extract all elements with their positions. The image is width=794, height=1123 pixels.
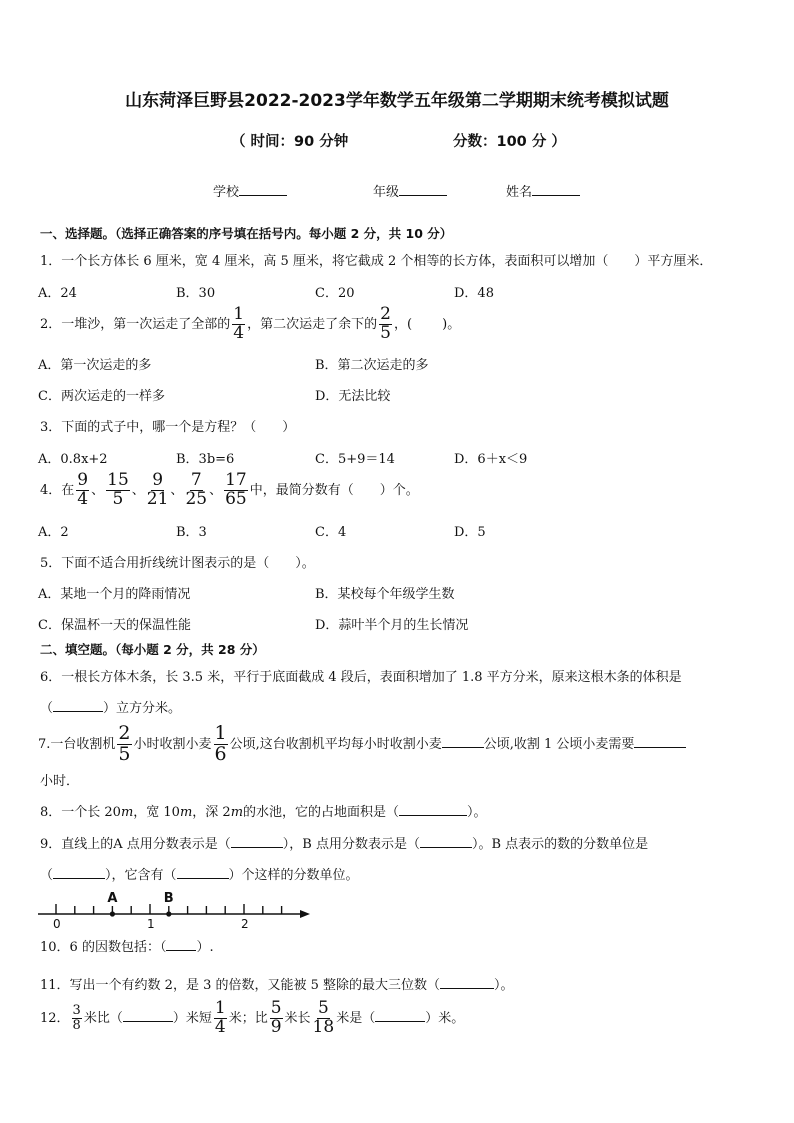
q7-line2: 小时． — [40, 774, 80, 789]
number-line-point-a — [110, 911, 115, 916]
q6-answer-blank[interactable] — [53, 700, 103, 712]
section-fill-heading: 二、填空题。（每小题 2 分，共 28 分） — [40, 642, 265, 657]
q4-option-b[interactable]: B．3 — [176, 525, 207, 540]
q12-fraction-4-num: 5 — [317, 998, 329, 1018]
q10-text-pre: 10．6 的因数包括：（ — [40, 940, 167, 955]
q9-answer-blank-unit[interactable] — [53, 867, 105, 879]
q7-text-mid3: 公顷,收割 1 公顷小麦需要 — [483, 736, 635, 752]
q1-option-a[interactable]: A．24 — [38, 286, 77, 301]
q3-text: 3．下面的式子中，哪一个是方程？（ ） — [40, 420, 296, 435]
q7-fraction-2-den: 6 — [214, 742, 227, 765]
number-line-group — [38, 891, 310, 930]
q4-fraction-5 — [224, 472, 248, 509]
q2-fraction-1-den: 4 — [233, 322, 245, 343]
q1-option-c[interactable]: C．20 — [315, 286, 355, 301]
q2-text-post: ，( )。 — [393, 316, 461, 332]
number-line-label-0: 0 — [53, 917, 61, 930]
q12-fraction-2-num: 1 — [214, 998, 226, 1018]
q4-fraction-5-den: 65 — [225, 488, 247, 509]
q4-fraction-1 — [76, 472, 89, 509]
q1-option-d[interactable]: D．48 — [454, 286, 494, 301]
q7-fraction-1-den: 5 — [118, 742, 131, 765]
q2-option-c[interactable]: C．两次运走的一样多 — [38, 389, 165, 404]
q12-text-b: ）米短 — [172, 1010, 212, 1026]
q9-text — [40, 833, 648, 852]
number-line-label-1: 1 — [147, 917, 155, 930]
q5-text: 5．下面不适合用折线统计图表示的是（ ）。 — [40, 556, 315, 571]
q5-option-b[interactable]: B．某校每个年级学生数 — [315, 587, 455, 602]
q2-option-b[interactable]: B．第二次运走的多 — [315, 358, 429, 373]
q2-text-pre: 2．一堆沙，第一次运走了全部的 — [40, 316, 231, 332]
q12-answer-blank-1[interactable] — [123, 1010, 173, 1022]
q3-option-b[interactable]: B．3b=6 — [176, 452, 235, 467]
q8-text-post1: 的水池，它的占地面积是（ — [243, 805, 400, 820]
q11-answer-blank[interactable] — [440, 977, 494, 989]
school-field — [213, 181, 287, 200]
q7-answer-blank-1[interactable] — [442, 736, 484, 748]
number-line-point-label-a: A — [107, 891, 118, 906]
q4-option-c[interactable]: C．4 — [315, 525, 347, 540]
q2-fraction-2 — [379, 306, 392, 343]
q11-text-post: ）。 — [494, 978, 514, 993]
page-title: 山东菏泽巨野县2022-2023学年数学五年级第二学期期末统考模拟试题 — [125, 91, 669, 111]
q4-sep: 、 — [170, 482, 184, 498]
q7-fraction-1-num: 2 — [118, 722, 131, 744]
q9-text-mid: ），B 点用分数表示是（ — [282, 837, 420, 852]
q6-line2 — [40, 697, 181, 716]
q4-option-d[interactable]: D．5 — [454, 525, 486, 540]
q12-fraction-4-den: 18 — [312, 1016, 335, 1037]
q10-text — [40, 936, 214, 955]
q4-text — [40, 472, 419, 509]
q12-text-e: 米是（ — [336, 1010, 376, 1026]
q12-text-pre: 12． — [40, 1010, 70, 1026]
q8-unit-1: m — [120, 805, 134, 820]
q4-fraction-5-num: 17 — [225, 470, 247, 490]
q4-fraction-2 — [106, 472, 130, 509]
q8-unit-2: m — [179, 805, 193, 820]
name-field — [506, 181, 580, 200]
q8-answer-blank[interactable] — [399, 804, 467, 816]
exam-score: 分数：100 分 ） — [453, 134, 566, 150]
q5-option-c[interactable]: C．保温杯一天的保温性能 — [38, 618, 191, 633]
q3-option-c[interactable]: C．5+9＝14 — [315, 452, 395, 467]
q12-text — [40, 1000, 464, 1037]
q1-text: 1．一个长方体长 6 厘米，宽 4 厘米，高 5 厘米，将它截成 2 个相等的长方体，表面积可以增加（ ）平方厘米． — [40, 254, 713, 269]
q12-fraction-4 — [313, 1000, 335, 1037]
q12-fraction-3 — [270, 1000, 283, 1037]
q10-text-post: ）. — [196, 940, 214, 955]
q12-fraction-1-den: 8 — [72, 1017, 81, 1033]
q12-text-a: 米比（ — [83, 1010, 123, 1026]
q4-fraction-3 — [147, 472, 169, 509]
q7-fraction-2-num: 1 — [214, 722, 227, 744]
name-label: 姓名 — [506, 185, 533, 200]
grade-blank[interactable] — [399, 184, 447, 196]
exam-time: （ 时间：90 分钟 — [231, 134, 349, 150]
q2-fraction-1 — [232, 306, 245, 343]
q2-fraction-1-num: 1 — [233, 304, 245, 324]
q4-sep: 、 — [209, 482, 223, 498]
q2-option-a[interactable]: A．第一次运走的多 — [38, 358, 152, 373]
q4-fraction-3-num: 9 — [152, 470, 164, 490]
q2-fraction-2-den: 5 — [380, 322, 391, 343]
q12-answer-blank-2[interactable] — [375, 1010, 425, 1022]
q12-fraction-3-den: 9 — [270, 1016, 282, 1037]
q7-fraction-2 — [214, 724, 228, 765]
q7-text-mid1: 小时收割小麦 — [133, 736, 212, 752]
q9-text-post: ）。B 点表示的数的分数单位是 — [471, 837, 649, 852]
q8-text-mid1: ，宽 10 — [133, 805, 180, 820]
q6-paren-open: （ — [40, 701, 54, 716]
section-choice-heading: 一、选择题。（选择正确答案的序号填在括号内。每小题 2 分，共 10 分） — [40, 226, 453, 241]
number-line-arrow — [300, 910, 310, 918]
q4-fraction-2-den: 5 — [112, 488, 124, 509]
q12-text-d: 米长 — [284, 1010, 311, 1026]
grade-label: 年级 — [373, 185, 400, 200]
q4-text-pre: 4．在 — [40, 482, 75, 498]
q12-fraction-3-num: 5 — [270, 998, 282, 1018]
q8-text — [40, 801, 487, 820]
q2-fraction-2-num: 2 — [380, 304, 391, 324]
q12-text-c: 米；比 — [228, 1010, 268, 1026]
q9-number-line — [30, 880, 320, 930]
q3-option-a[interactable]: A．0.8x+2 — [38, 452, 108, 467]
q5-option-a[interactable]: A．某地一个月的降雨情况 — [38, 587, 191, 602]
q1-option-b[interactable]: B．30 — [176, 286, 216, 301]
number-line-point-b — [166, 911, 171, 916]
q7-text-mid2: 公顷,这台收割机平均每小时收割小麦 — [229, 736, 442, 752]
q6-line2-post: ）立方分米。 — [103, 701, 182, 716]
school-blank[interactable] — [239, 184, 287, 196]
grade-field — [373, 181, 447, 200]
q8-text-post2: ）。 — [467, 805, 487, 820]
q9-answer-blank-b[interactable] — [420, 836, 472, 848]
q5-option-d[interactable]: D．蒜叶半个月的生长情况 — [315, 618, 469, 633]
number-line-point-label-b: B — [163, 891, 174, 906]
q12-text-f: ）米。 — [425, 1010, 465, 1026]
q4-fraction-4 — [185, 472, 207, 509]
q8-unit-3: m — [230, 805, 244, 820]
q9-line2-post: ）个这样的分数单位。 — [228, 868, 359, 883]
q4-fraction-1-num: 9 — [77, 470, 89, 490]
q2-text — [40, 306, 460, 343]
name-blank[interactable] — [532, 184, 580, 196]
q4-option-a[interactable]: A．2 — [38, 525, 69, 540]
q9-answer-blank-count[interactable] — [177, 867, 229, 879]
q4-fraction-4-num: 7 — [190, 470, 202, 490]
q4-text-post: 中，最简分数有（ ）个。 — [249, 482, 419, 498]
q6-text: 6．一根长方体木条，长 3.5 米，平行于底面截成 4 段后，表面积增加了 1.8 平方分米，原来这根木条的体积是 — [40, 670, 682, 685]
q7-fraction-1 — [117, 724, 131, 765]
q4-sep: 、 — [91, 482, 105, 498]
q4-fraction-3-den: 21 — [146, 488, 169, 509]
q7-text-pre: 7.一台收割机 — [38, 736, 116, 752]
q4-sep: 、 — [131, 482, 145, 498]
number-line-label-2: 2 — [241, 917, 249, 930]
q9-line2-mid: ），它含有（ — [105, 868, 177, 883]
q4-fraction-2-num: 15 — [107, 470, 129, 490]
q4-fraction-4-den: 25 — [185, 488, 208, 509]
q8-text-mid2: ，深 2 — [192, 805, 231, 820]
q12-fraction-2-den: 4 — [214, 1016, 226, 1037]
q3-option-d[interactable]: D．6＋x＜9 — [454, 452, 528, 467]
q7-answer-blank-2[interactable] — [634, 736, 686, 748]
q9-answer-blank-a[interactable] — [231, 836, 283, 848]
q12-fraction-1-num: 3 — [72, 1003, 81, 1019]
q12-fraction-2 — [214, 1000, 227, 1037]
school-label: 学校 — [213, 185, 240, 200]
q4-fraction-1-den: 4 — [77, 488, 89, 509]
q9-paren-open: （ — [40, 868, 54, 883]
q8-text-pre: 8．一个长 20 — [40, 805, 121, 820]
q2-text-mid: ，第二次运走了余下的 — [247, 316, 378, 332]
q2-option-d[interactable]: D．无法比较 — [315, 389, 391, 404]
q11-text-pre: 11．写出一个有约数 2，是 3 的倍数，又能被 5 整除的最大三位数（ — [40, 978, 441, 993]
q7-text — [38, 724, 686, 765]
q9-text-pre: 9．直线上的A 点用分数表示是（ — [40, 837, 231, 852]
q11-text — [40, 974, 514, 993]
q12-fraction-1 — [72, 1004, 82, 1032]
q10-answer-blank[interactable] — [166, 939, 196, 951]
